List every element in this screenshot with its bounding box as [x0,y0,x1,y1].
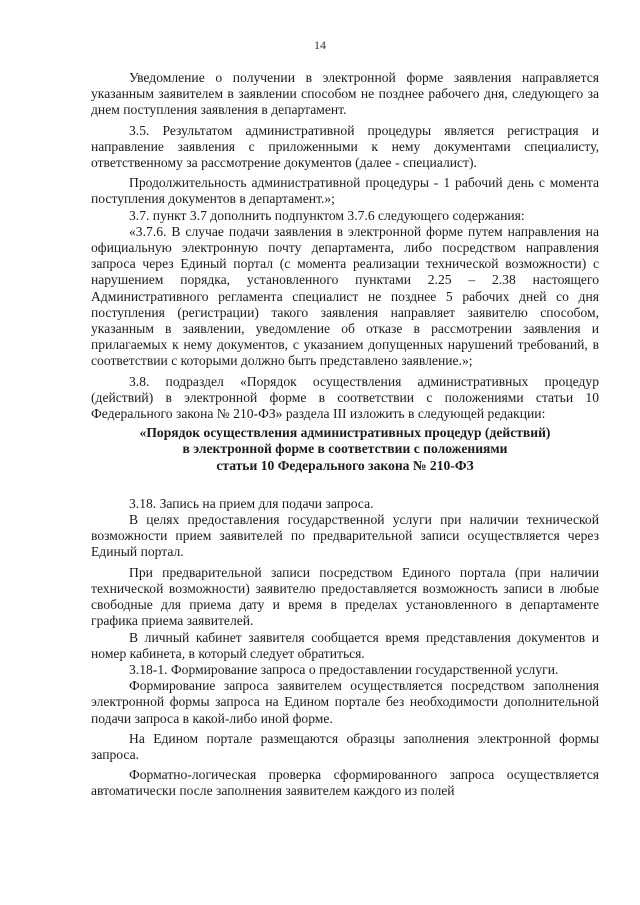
page-number: 14 [314,38,326,52]
paragraph-purpose: В целях предоставления государственной услуги при наличии технической возможности прием заявителей по предварительной записи осуществляется через Единый портал. [91,512,599,560]
paragraph-3-18: 3.18. Запись на прием для подачи запроса. [129,495,374,511]
paragraph-3-7: 3.7. пункт 3.7 дополнить подпунктом 3.7.6 следующего содержания: [129,207,525,223]
section-heading-line-3: статьи 10 Федерального закона № 210-ФЗ [216,457,474,473]
paragraph-duration: Продолжительность административной процедуры - 1 рабочий день с момента поступления документов в департамент.»; [91,175,599,207]
document-body [91,70,599,800]
paragraph-format-check: Форматно-логическая проверка сформированного запроса осуществляется автоматически после заполнения заявителем каждого из полей [91,767,599,799]
paragraph-preliminary-record: При предварительной записи посредством Единого портала (при наличии технической возможности) заявителю предоставляется возможность записи в любые свободные для приема дату и время в пределах установленного в департаменте графика приема заявителей. [91,564,599,629]
paragraph-3-8: 3.8. подраздел «Порядок осуществления административных процедур (действий) в электронной форме в соответствии с положениями статьи 10 Федерального закона № 210-ФЗ» раздела III изложить в следующей редакции: [91,373,599,422]
paragraph-personal-cabinet: В личный кабинет заявителя сообщается время представления документов и номер кабинета, в который следует обратиться. [91,629,599,661]
section-heading [91,425,599,474]
paragraph-request-forming: Формирование запроса заявителем осуществляется посредством заполнения электронной формы запроса на Едином портале без необходимости дополнительной подачи запроса в какой-либо иной форме. [91,678,599,726]
paragraph-notification: Уведомление о получении в электронной форме заявления направляется указанным заявителем в заявлении способом не позднее рабочего дня, следующего за днем поступления заявления в департамент. [91,70,599,118]
paragraph-samples: На Едином портале размещаются образцы заполнения электронной формы запроса. [91,730,599,762]
paragraph-3-7-6: «3.7.6. В случае подачи заявления в электронной форме путем направления на официальную электронную почту департамента, либо посредством направления запроса через Единый портал (с момента реализации технической возможности) с нарушением порядка, установленного пунктами 2.25 – 2.38 настоящего Административного регламента специалист не позднее 5 рабочих дней со дня поступления (регистрации) такого заявления направляет заявителю способом, указанным в заявлении, уведомление об отказе в рассмотрении заявления и прилагаемых к нему документов, с указанием допущенных нарушений требований, в соответствии с которыми должно быть представлено заявление.»; [91,223,599,369]
paragraph-3-18-1: 3.18-1. Формирование запроса о предоставлении государственной услуги. [129,661,559,677]
section-heading-line-2: в электронной форме в соответствии с положениями [182,441,508,457]
spacer [91,474,599,496]
paragraph-3-5: 3.5. Результатом административной процедуры является регистрация и направление заявления с приложенными к нему документами специалисту, ответственному за рассмотрение документов (далее - специалист). [91,122,599,171]
section-heading-line-1: «Порядок осуществления административных процедур (действий) [139,425,551,441]
